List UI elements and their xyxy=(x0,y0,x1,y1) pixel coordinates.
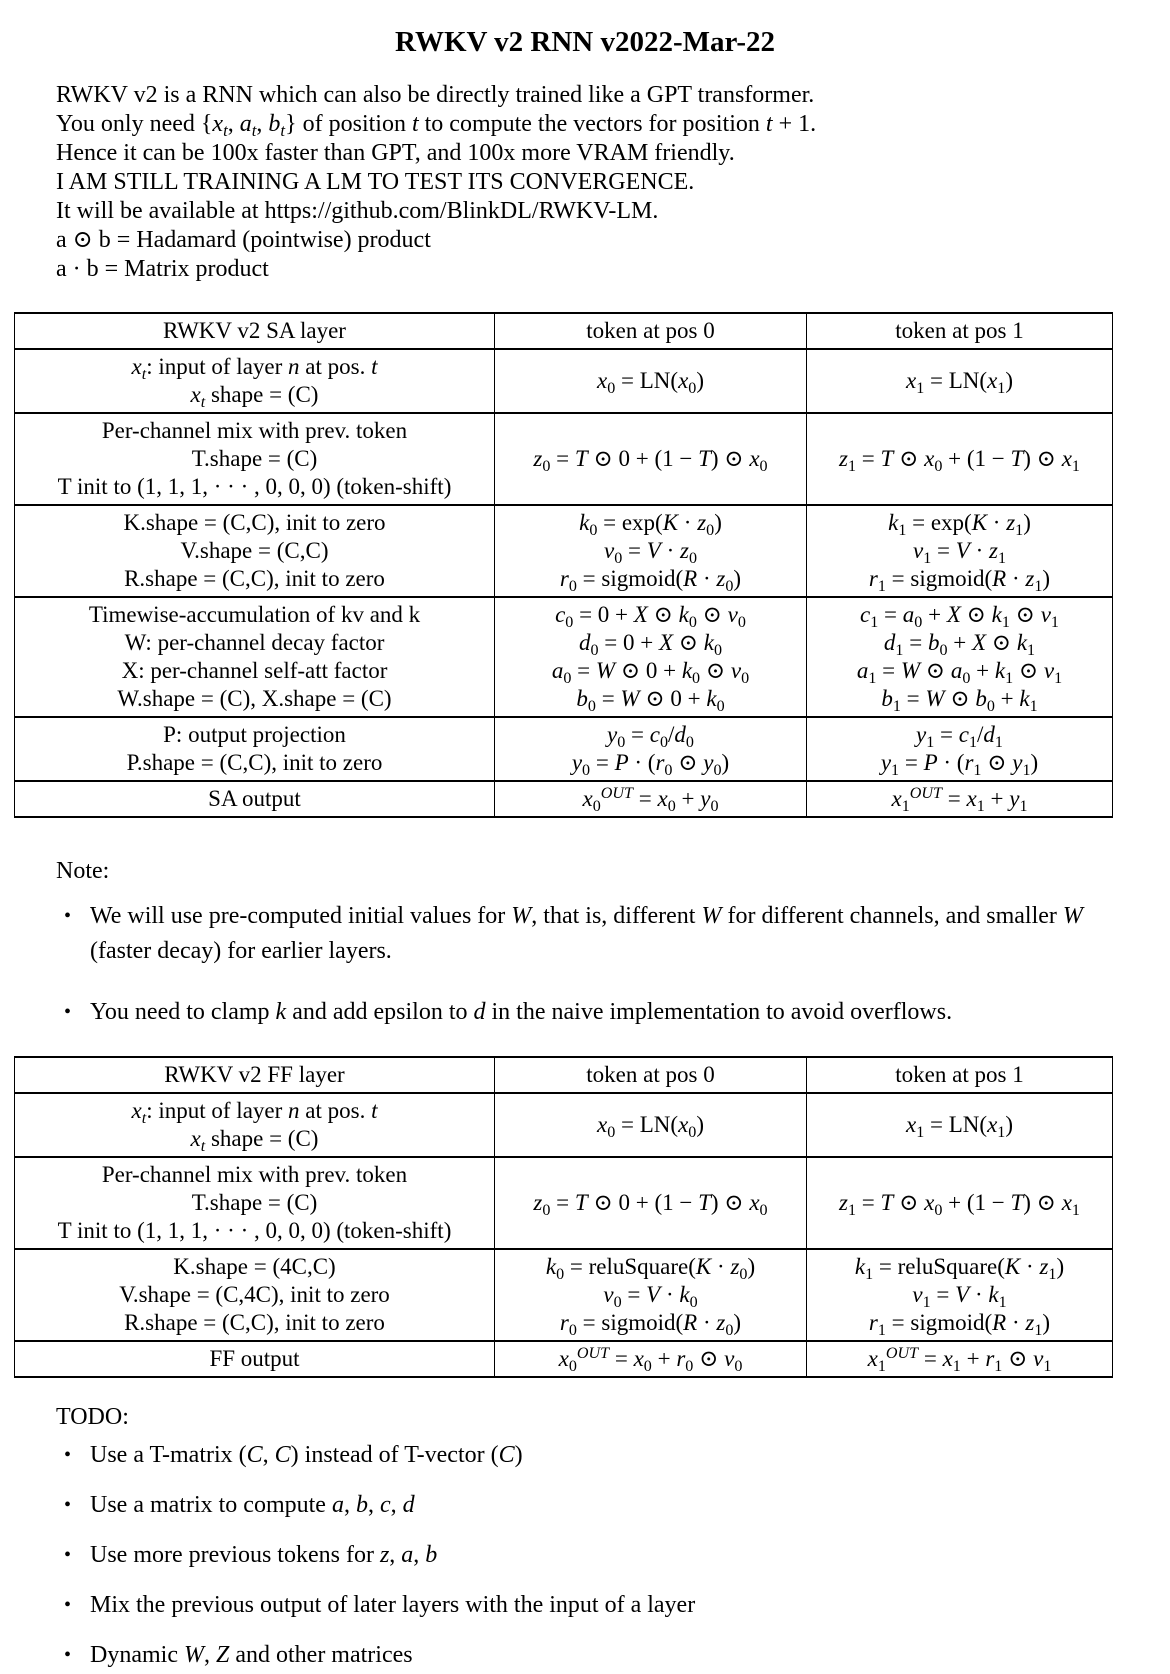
todo-item xyxy=(64,1543,1170,1567)
pos0-cell: $k_0$ = reluSquare(K · $z_0$) $v_0 = V \cdot k_0$ $r_0$ = sigmoid(R · $z_0$) xyxy=(495,1249,807,1341)
table-row xyxy=(15,413,1113,505)
column-header-pos0: token at pos 0 xyxy=(495,1057,807,1093)
note-item-text: You need to clamp k and add epsilon to d in the naive implementation to avoid overflows. xyxy=(90,999,953,1025)
pos0-cell: $y_0 = c_0/d_0$ $y_0 = P \cdot (r_0$ ⊙ $y_0$) xyxy=(495,717,807,781)
row-label-cell: $x_t$: input of layer n at pos. t $x_t$ shape = (C) xyxy=(15,1093,495,1157)
intro-line-url: It will be available at https://github.com/BlinkDL/RWKV-LM. xyxy=(56,198,659,224)
table-row xyxy=(15,1249,1113,1341)
todo-item-text: Mix the previous output of later layers with the input of a layer xyxy=(90,1592,696,1618)
row-label-cell: K.shape = (C,C), init to zero V.shape = (C,C) R.shape = (C,C), init to zero xyxy=(15,505,495,597)
bullet-icon: • xyxy=(64,1644,72,1666)
pos1-cell: $k_1 = \exp(K \cdot z_1)$ $v_1 = V \cdot z_1$ $r_1$ = sigmoid(R · $z_1$) xyxy=(807,505,1113,597)
row-label-cell: Timewise-accumulation of kv and k W: per-channel decay factor X: per-channel self-att factor W.shape = (C), X.shape = (C) xyxy=(15,597,495,717)
document-title: RWKV v2 RNN v2022-Mar-22 xyxy=(395,26,775,58)
todo-item-text: Use a T-matrix (C, C) instead of T-vector (C) xyxy=(90,1442,523,1468)
bullet-icon: • xyxy=(64,1444,72,1466)
todo-heading: TODO: xyxy=(56,1404,129,1430)
sa-layer-table xyxy=(14,312,1113,818)
row-label-cell: K.shape = (4C,C) V.shape = (C,4C), init to zero R.shape = (C,C), init to zero xyxy=(15,1249,495,1341)
table-row xyxy=(15,717,1113,781)
row-label-cell: FF output xyxy=(15,1341,495,1377)
pos0-cell: $x_0 = LN(x_0)$ xyxy=(495,349,807,413)
row-label-cell: P: output projection P.shape = (C,C), init to zero xyxy=(15,717,495,781)
table-row xyxy=(15,781,1113,817)
note-item xyxy=(64,899,1095,969)
intro-line: a · b = Matrix product xyxy=(56,256,269,282)
bullet-icon: • xyxy=(64,1544,72,1566)
table-row xyxy=(15,505,1113,597)
row-label-cell: Per-channel mix with prev. token T.shape = (C) T init to (1, 1, 1, · · · , 0, 0, 0) (token-shift) xyxy=(15,413,495,505)
header-row xyxy=(15,1057,1113,1093)
row-label-cell: SA output xyxy=(15,781,495,817)
pos1-cell: $z_1 = T$ ⊙ $x_0 + (1 - T)$ ⊙ $x_1$ xyxy=(807,1157,1113,1249)
pos0-cell: $z_0 = T$ ⊙ 0 + (1 − T) ⊙ $x_0$ xyxy=(495,413,807,505)
pos0-cell: $k_0 = \exp(K \cdot z_0)$ $v_0 = V \cdot z_0$ $r_0$ = sigmoid(R · $z_0$) xyxy=(495,505,807,597)
pos1-cell: $k_1$ = reluSquare(K · $z_1$) $v_1 = V \cdot k_1$ $r_1$ = sigmoid(R · $z_1$) xyxy=(807,1249,1113,1341)
pos1-cell: $x_1 = LN(x_1)$ xyxy=(807,1093,1113,1157)
intro-line: Hence it can be 100x faster than GPT, and 100x more VRAM friendly. xyxy=(56,140,735,166)
pos0-cell: $z_0 = T$ ⊙ 0 + (1 − T) ⊙ $x_0$ xyxy=(495,1157,807,1249)
pos0-cell: $x_0^{OUT} = x_0 + y_0$ xyxy=(495,781,807,817)
ff-layer-table xyxy=(14,1056,1113,1378)
column-header-pos0: token at pos 0 xyxy=(495,313,807,349)
column-header-layer: RWKV v2 SA layer xyxy=(15,313,495,349)
pos1-cell: $c_1 = a_0 + X$ ⊙ $k_1$ ⊙ $v_1$ $d_1 = b_0 + X$ ⊙ $k_1$ $a_1 = W$ ⊙ $a_0 + k_1$ ⊙ $v_1$ $b_1 = W$ ⊙ $b_0 + k_1$ xyxy=(807,597,1113,717)
row-label-cell: $x_t$: input of layer n at pos. t $x_t$ shape = (C) xyxy=(15,349,495,413)
row-label-cell: Per-channel mix with prev. token T.shape = (C) T init to (1, 1, 1, · · · , 0, 0, 0) (token-shift) xyxy=(15,1157,495,1249)
column-header-pos1: token at pos 1 xyxy=(807,1057,1113,1093)
pos1-cell: $z_1 = T$ ⊙ $x_0 + (1 - T)$ ⊙ $x_1$ xyxy=(807,413,1113,505)
intro-paragraph xyxy=(56,81,1170,284)
todo-item xyxy=(64,1643,1170,1667)
pos1-cell: $x_1^{OUT} = x_1 + r_1$ ⊙ $v_1$ xyxy=(807,1341,1113,1377)
table-row xyxy=(15,1341,1113,1377)
todo-item xyxy=(64,1443,1170,1467)
note-heading: Note: xyxy=(56,858,110,884)
intro-line: I AM STILL TRAINING A LM TO TEST ITS CONVERGENCE. xyxy=(56,169,695,195)
intro-line: a ⊙ b = Hadamard (pointwise) product xyxy=(56,227,431,253)
note-list xyxy=(0,899,1170,1030)
pos1-cell: $y_1 = c_1/d_1$ $y_1 = P \cdot (r_1$ ⊙ $y_1$) xyxy=(807,717,1113,781)
todo-item-text: Use a matrix to compute a, b, c, d xyxy=(90,1492,415,1518)
pos0-cell: $c_0 = 0 + X$ ⊙ $k_0$ ⊙ $v_0$ $d_0 = 0 + X$ ⊙ $k_0$ $a_0 = W$ ⊙ $0 + k_0$ ⊙ $v_0$ $b_0 = W$ ⊙ $0 + k_0$ xyxy=(495,597,807,717)
todo-item-text: Dynamic W, Z and other matrices xyxy=(90,1642,413,1668)
pos1-cell: $x_1 = LN(x_1)$ xyxy=(807,349,1113,413)
table-row xyxy=(15,1093,1113,1157)
header-row xyxy=(15,313,1113,349)
intro-line: You only need {$x_t$, $a_t$, $b_t$} of position t to compute the vectors for position t + 1. xyxy=(56,111,817,141)
table-row xyxy=(15,349,1113,413)
column-header-layer: RWKV v2 FF layer xyxy=(15,1057,495,1093)
todo-item xyxy=(64,1493,1170,1517)
note-item-text: We will use pre-computed initial values for W, that is, different W for different channels, and smaller W (faster decay) for earlier layers. xyxy=(90,903,1083,964)
bullet-icon: • xyxy=(64,905,72,927)
note-item xyxy=(64,995,1095,1030)
todo-item-text: Use more previous tokens for z, a, b xyxy=(90,1542,438,1568)
bullet-icon: • xyxy=(64,1594,72,1616)
todo-item xyxy=(64,1593,1170,1617)
bullet-icon: • xyxy=(64,1494,72,1516)
table-row xyxy=(15,597,1113,717)
todo-list xyxy=(0,1443,1170,1667)
bullet-icon: • xyxy=(64,1001,72,1023)
pos1-cell: $x_1^{OUT} = x_1 + y_1$ xyxy=(807,781,1113,817)
table-row xyxy=(15,1157,1113,1249)
column-header-pos1: token at pos 1 xyxy=(807,313,1113,349)
intro-line: RWKV v2 is a RNN which can also be directly trained like a GPT transformer. xyxy=(56,82,815,108)
pos0-cell: $x_0^{OUT} = x_0 + r_0$ ⊙ $v_0$ xyxy=(495,1341,807,1377)
pos0-cell: $x_0 = LN(x_0)$ xyxy=(495,1093,807,1157)
